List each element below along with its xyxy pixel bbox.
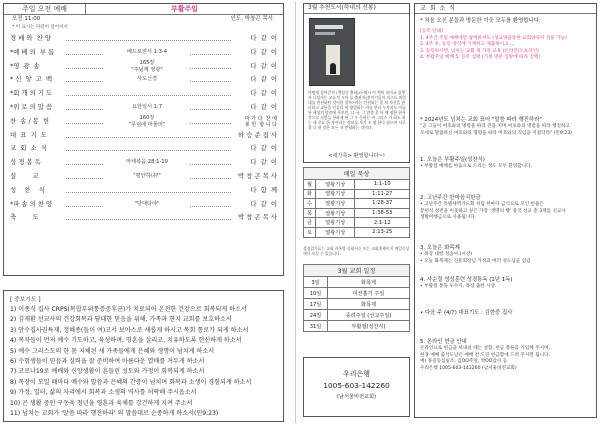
daily-reading-note: 성경읽기표는 교회 카톡방 목회서신 또는 교회홈페이지 매일묵상에서 보실 수 있습니다. <box>303 246 410 256</box>
prayer-item: 9) 가정, 일터, 삶의 자리에서 회복과 소생의 역사를 허락해 주시옵소서 <box>10 389 197 397</box>
worship-row-label: 대 표 기 도 <box>10 130 47 139</box>
church-news <box>414 3 597 418</box>
daily-reading-day: 수 <box>304 199 316 209</box>
schedule-date: 3일 <box>304 277 328 288</box>
worship-row-leader <box>66 95 231 96</box>
worship-row-label: * 신 앙 고 백 <box>10 75 53 84</box>
news-item <box>420 276 594 291</box>
news-item-heading: 1. 오늘은 부활주일(성찬식) <box>420 157 485 163</box>
news-item-heading: 5. 온라인 헌금 안내 <box>420 339 467 345</box>
prayer-item: 10) 곤 생활 중인 구동욱 청년을 영혼과 육체를 강건하게 지켜 주소서 <box>10 399 193 407</box>
worship-row-label: *예 배 의 부 름 <box>10 47 55 56</box>
daily-reading-row <box>304 208 410 218</box>
worship-row <box>4 46 283 60</box>
schedule-event: 화목제 <box>328 299 410 310</box>
daily-reading-book: 열왕기상 <box>315 189 355 199</box>
offering-bank: 우리은행 <box>342 370 371 378</box>
worship-row-leader-name: 하 승 준 집 사 <box>238 130 277 139</box>
prayer-item: 8) 목장이 모일 때마다 예수와 말씀과 은혜의 간증이 넘치며 회복과 소생이 경험되게 하소서 <box>10 378 252 386</box>
worship-row-detail: 사도신경 <box>104 76 190 83</box>
daily-reading-ref: 1:1-10 <box>355 180 410 190</box>
worship-row-detail: 요한일서 1:7 <box>104 104 190 111</box>
news-item <box>420 194 594 222</box>
schedule-title: 3월 교회 일정 <box>304 265 410 277</box>
offering-box <box>303 357 410 417</box>
news-item-heading: * 2024년도 넘치는 교회 표어 "말씀 따라 행진하라" <box>420 117 542 123</box>
prayer-box <box>3 290 284 422</box>
daily-reading-day: 화 <box>304 189 316 199</box>
worship-row-leader <box>66 192 231 193</box>
book-title: 3월 추천도서(하내의 선봉) <box>304 4 409 14</box>
worship-row-label: *파 송 의 찬 양 <box>10 199 53 208</box>
news-item-heading: 3. 오늘은 화목제 <box>420 245 460 251</box>
worship-row-detail: "당대타야" <box>104 201 190 208</box>
worship-row-label: 교 회 소 식 <box>10 144 47 153</box>
news-item-body: "곧 그들이 여호와의 명령을 따라 진을 치며 여호와의 명령을 따라 행진하고 모세로 말씀하신 여호와의 명령을 따라 여호와의 직임을 지켰더라" (민9:23) <box>420 124 572 136</box>
daily-reading-book: 열왕기상 <box>315 208 355 218</box>
schedule-event: 종려주일 (선교주일) <box>328 310 410 321</box>
daily-reading-row <box>304 227 410 237</box>
news-item-body: • 부활절 예배를 마음으로 드리는 성도 모두 환영합니다. <box>420 164 533 169</box>
news-welcome <box>420 17 594 25</box>
worship-row-leader-name: 다 같 이 <box>250 144 277 153</box>
daily-reading-title: 매일 묵상 <box>304 168 410 180</box>
worship-row-detail: 160장 "무덤에 머물러" <box>104 115 190 129</box>
worship-row-label: 축 도 <box>10 213 39 222</box>
worship-row <box>4 198 283 212</box>
daily-reading-table <box>303 167 410 238</box>
news-item <box>420 156 594 171</box>
worship-row <box>4 211 283 225</box>
worship-time: 오전 11:00 <box>12 16 41 22</box>
schedule-row <box>304 277 410 288</box>
news-title: 교 회 소 식 <box>415 4 596 14</box>
worship-row-leader-name: 박 창 곤 목 사 <box>238 213 277 222</box>
worship-day-title: 부활주일 <box>170 5 199 13</box>
welcome-newcomers: <새가족> 환영합니다~! <box>328 153 385 159</box>
worship-row-leader-name: 다 같 이 <box>250 75 277 84</box>
worship-row-detail: "평안하냐?" <box>104 173 190 180</box>
prayer-item: 3) 안수집사권특재, 정혜종(들이 여)고서 보아스로 새롭게 하시고 목회 통로가 되게 하소서 <box>10 326 249 334</box>
news-item <box>420 29 594 62</box>
schedule-date: 31일 <box>304 321 328 332</box>
book-description: 어떻게 살아갈까 (책임죽 출파)/두레시 이 책의 속미국 집행자 나당자는 교유적 시마 를 출관자(전직기들이 지스도 처럼 대를 전선하던 것이한 할까?'라는 간선되는 질 의 자신을 관리하고 교통을 인류라 이 방법하는 자를 한다 누가지도 이를 단 세성의 말씀에 학보인, 너 국, 그 말씀 혼 타 에 점한 천자적으로 사람들 항하게 된 그 우 동하는 바 그리스 가 하도 하 는 데 중요 한 자이라는 정보를 자기 소 생 한다 원으며 서로 잘 다 한 것은 모든 자 반영하는 것이다. <box>308 90 406 130</box>
worship-row-leader-name: 마 가 다 찬 예 봉 헌 합 니 다 <box>244 115 277 128</box>
book-cover-figure-shape <box>330 63 336 74</box>
news-item <box>420 116 594 137</box>
schedule-rows <box>304 277 410 332</box>
news-item <box>420 244 594 265</box>
worship-row <box>4 156 283 170</box>
offering-holder: (남서울비전교회) <box>336 394 377 400</box>
worship-row <box>4 115 283 129</box>
worship-row-label: 성 경 봉 독 <box>10 158 41 167</box>
news-item-body: • 목장 대항 성솜씨 (시상) • 오늘 화목제는 신흥회장님 가정과 여러 성도님들 섬김 <box>420 252 531 264</box>
book-box <box>303 3 410 163</box>
worship-row-label: 설 교 <box>10 171 39 180</box>
worship-row-label: *영 광 송 <box>10 61 40 70</box>
news-item <box>420 309 594 317</box>
worship-row-leader-name: 다 같 이 <box>250 47 277 56</box>
daily-reading-book: 열왕기상 <box>315 180 355 190</box>
prayer-item: 1) 이종식 집사 CRPS(복합부위통증증후군)가 치료되어 온전한 건강으로 회복되게 하소서 <box>10 306 247 313</box>
page-divider <box>295 2 296 423</box>
news-item-heading: 4. 사순절 영성훈련 성경통독 (1년 1독) <box>420 277 513 283</box>
daily-reading-ref: 1:11-27 <box>355 189 410 199</box>
worship-row-leader-name: 다 같 이 <box>250 158 277 167</box>
worship-row <box>4 129 283 143</box>
daily-reading-row <box>304 218 410 228</box>
worship-row-leader-name: 다 같 이 <box>250 102 277 111</box>
schedule-date: 10일 <box>304 288 328 299</box>
worship-row-leader-name: 박 창 곤 목 사 <box>238 171 277 180</box>
daily-reading-row <box>304 180 410 190</box>
left-page <box>3 3 284 422</box>
worship-row <box>4 60 283 74</box>
worship-order <box>3 3 284 276</box>
prayer-item: 11) 넘치는 교회가 '말씀 따라 행진하라' 의 말씀대로 순종하게 하소서(민9:23) <box>10 409 219 417</box>
worship-row-leader <box>66 219 231 220</box>
worship-rows <box>4 32 283 225</box>
worship-title: 주일 오전 예배 <box>4 4 86 14</box>
news-item-body: [등록 안내] 1. 4주간 주일 예배에만 참여하셔도 (성교양을통한 교회양육이 적용 가능) 2. 4주 후, 등록 양식에 기재하고 제출하시고 ... 3. 등록하시면, 넘치는 교회 새 가족 교육 (온라인/오프라인) 4. 부활주일 예배 5. 등록 심방 (가정 방문 심방에 따라 진행) <box>420 29 567 61</box>
worship-row-leader-name: 다 같 이 <box>250 199 277 208</box>
schedule-date: 17일 <box>304 299 328 310</box>
prayer-list <box>4 305 283 419</box>
daily-reading-row <box>304 199 410 209</box>
schedule-date: 24일 <box>304 310 328 321</box>
news-item-heading: • 다음 주 (4/7) 대표기도 : 김한중 집사 <box>420 310 513 316</box>
daily-reading-ref: 1:28-37 <box>355 199 410 209</box>
worship-row-leader-name: 다 같 이 <box>250 89 277 98</box>
daily-reading-book: 열왕기상 <box>315 218 355 228</box>
schedule-row <box>304 310 410 321</box>
daily-reading-book: 열왕기상 <box>315 227 355 237</box>
worship-row-label: *회 개 의 기 도 <box>10 89 53 98</box>
worship-row <box>4 184 283 198</box>
worship-row-leader <box>66 150 231 151</box>
worship-row-leader-name: 다 함 께 <box>250 185 277 194</box>
worship-preacher: 인도: 박창곤 목사 <box>230 16 273 22</box>
news-welcome-text: * 처음 오신 분들과 방문한 이웃 모두를 환영합니다. <box>420 18 541 24</box>
worship-row-label: 찬 송 / 봉 헌 <box>10 116 50 125</box>
schedule-row <box>304 299 410 310</box>
schedule-row <box>304 288 410 299</box>
prayer-item: 2) 김재환 선교사의 건강회복과 담대한 믿음을 위해, 가족과 현지 교회를 보호하소서 <box>10 316 232 324</box>
daily-reading-book: 열왕기상 <box>315 199 355 209</box>
daily-reading-row <box>304 189 410 199</box>
worship-row-detail: 165장 "주님께 영광" <box>104 60 190 74</box>
worship-row <box>4 101 283 115</box>
schedule-row <box>304 321 410 332</box>
prayer-item: 7) 코로나19로 예배와 신앙생활이 흔들린 성도와 가정이 회복되게 하소서 <box>10 368 205 376</box>
worship-row <box>4 170 283 184</box>
worship-row-detail: 마태복음 28:1-10 <box>104 159 190 166</box>
prayer-title: [ 중보기도 ] <box>10 297 41 303</box>
daily-reading-rows <box>304 180 410 238</box>
daily-reading-day: 목 <box>304 208 316 218</box>
news-item-body: • 부활절 통독 우수자, 목장 출한 시상. <box>420 284 497 289</box>
daily-reading-day: 금 <box>304 218 316 228</box>
book-cover-sub-shape <box>315 32 335 35</box>
schedule-event: 화목제 <box>328 277 410 288</box>
prayer-item: 4) 목자들이 먼저 예수 기도하고, 육성하며, 영혼을 살리고, 치유하도록 헌신하게 하소서 <box>10 337 242 345</box>
schedule-table <box>303 264 410 332</box>
book-cover-title-shape <box>315 25 343 29</box>
worship-header <box>4 4 283 15</box>
news-item-body: 온라인으로 헌금을 보내실 때는 성함, 헌금 종류를 기입해 주시며, 현장 예배 출석도날은 예배 전 드린 헌금함에 드려 주시면 됩니다. 예) 홍길동십일조, 김OO주일, 박OO감사 등 우리은행 1005-603-142260 (남서울비전교회) <box>420 346 550 371</box>
news-item-body: • 고난주간 특별새벽기도회 처럼 한마디 금식으로 모인 헌물은 봉헌식 성전을 이웃하고 싶은 가장 '생명의 빵' 중국 선교 총 3개를 선교사 생활여행금으로 사용됩니다. <box>420 202 566 221</box>
worship-row-label: 성 찬 식 <box>10 185 45 194</box>
prayer-item: 6) 수험생들이 믿음과 실력을 잘 준비하여 아름다운 열매를 거두게 하소서 <box>10 357 205 365</box>
worship-row-label: 경 배 와 찬 양 <box>10 34 52 42</box>
worship-row <box>4 87 283 101</box>
news-item <box>420 338 594 372</box>
worship-row <box>4 142 283 156</box>
worship-row-detail: 베드로전서 1:3-4 <box>104 49 190 56</box>
book-cover-image <box>309 18 355 86</box>
worship-subheader <box>4 15 283 25</box>
daily-reading-ref: 2:1-12 <box>355 218 410 228</box>
news-item-heading: 2. 고난주간 한마음식한금 <box>420 195 481 201</box>
worship-row-leader <box>66 40 231 41</box>
daily-reading-ref: 2:13-25 <box>355 227 410 237</box>
offering-account: 1005-603-142260 <box>323 381 390 390</box>
worship-row <box>4 73 283 87</box>
stand-note: * 이 표시는 다같이 일어서서 <box>12 25 68 30</box>
daily-reading-day: 월 <box>304 180 316 190</box>
worship-row <box>4 32 283 46</box>
worship-row-leader <box>66 137 231 138</box>
worship-row-label: *위 로 의 말 씀 <box>10 102 53 111</box>
daily-reading-day: 토 <box>304 227 316 237</box>
schedule-event: 미션홈기 주일 <box>328 288 410 299</box>
worship-row-leader-name: 다 같 이 <box>250 34 277 42</box>
daily-reading-ref: 1:38-53 <box>355 208 410 218</box>
prayer-item: 5) 예수 그리스도의 한 몸 지체된 새 가족들에게 은혜와 생명이 넘치게 하소서 <box>10 347 215 355</box>
schedule-event: 부활절(성찬식) <box>328 321 410 332</box>
worship-row-leader-name: 다 같 이 <box>250 61 277 70</box>
